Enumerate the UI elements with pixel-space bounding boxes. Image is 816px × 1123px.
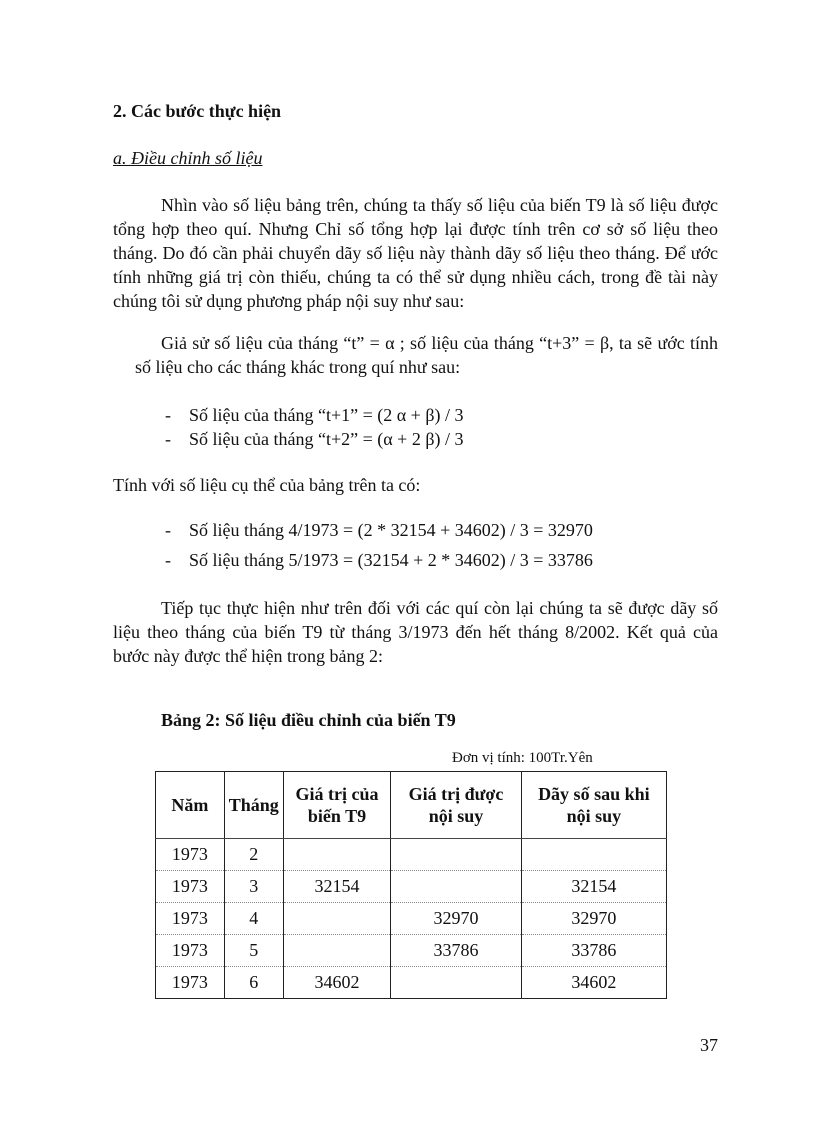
header-value-line2: biến T9 <box>307 806 367 826</box>
cell-value: 34602 <box>283 967 391 999</box>
calculation-list <box>165 515 593 575</box>
paragraph-continuation: Tiếp tục thực hiện như trên đối với các quí còn lại chúng ta sẽ được dãy số liệu theo tháng của biến T9 từ tháng 3/1973 đến hết tháng 8/2002. Kết quả của bước này được thể hiện trong bảng 2: <box>113 598 718 666</box>
calculation-text: Số liệu tháng 4/1973 = (2 * 32154 + 34602) / 3 = 32970 <box>189 520 593 540</box>
cell-series: 32970 <box>521 903 666 935</box>
cell-month: 5 <box>224 935 283 967</box>
table-row <box>156 935 667 967</box>
cell-value <box>283 935 391 967</box>
paragraph-intro: Nhìn vào số liệu bảng trên, chúng ta thấy số liệu của biến T9 là số liệu được tổng hợp theo quí. Nhưng Chỉ số tổng hợp lại được tính trên cơ sở số liệu theo tháng. Do đó cần phải chuyển dãy số liệu này thành dãy số liệu theo tháng. Để ước tính những giá trị còn thiếu, chúng ta có thể sử dụng nhiều cách, trong đề tài này chúng tôi sử dụng phương pháp nội suy như sau: <box>113 195 718 311</box>
paragraph-calculation-intro: Tính với số liệu cụ thể của bảng trên ta có: <box>113 475 421 495</box>
paragraph-assumption: Giả sử số liệu của tháng “t” = α ; số liệu của tháng “t+3” = β, ta sẽ ước tính số liệu cho các tháng khác trong quí như sau: <box>135 333 718 377</box>
list-dash: - <box>165 405 171 425</box>
formula-list <box>165 403 463 451</box>
cell-year: 1973 <box>156 871 225 903</box>
formula-text: Số liệu của tháng “t+1” = (2 α + β) / 3 <box>189 405 464 425</box>
list-dash: - <box>165 429 171 449</box>
cell-interpolated <box>391 967 521 999</box>
header-value <box>283 772 391 839</box>
data-table <box>155 771 667 999</box>
header-value-line1: Giá trị của <box>295 784 379 804</box>
list-dash: - <box>165 520 171 540</box>
cell-year: 1973 <box>156 967 225 999</box>
calculation-text: Số liệu tháng 5/1973 = (32154 + 2 * 34602) / 3 = 33786 <box>189 550 593 570</box>
cell-interpolated <box>391 871 521 903</box>
cell-interpolated: 32970 <box>391 903 521 935</box>
table-row <box>156 839 667 871</box>
header-series <box>521 772 666 839</box>
header-year: Năm <box>156 772 225 839</box>
table-unit: Đơn vị tính: 100Tr.Yên <box>452 750 593 766</box>
header-interpolated <box>391 772 521 839</box>
section-heading: 2. Các bước thực hiện <box>113 101 282 121</box>
cell-interpolated <box>391 839 521 871</box>
header-interpolated-line2: nội suy <box>428 806 484 826</box>
list-item <box>165 403 463 427</box>
list-item <box>165 427 463 451</box>
cell-month: 2 <box>224 839 283 871</box>
header-series-line1: Dãy số sau khi <box>538 784 650 804</box>
cell-interpolated: 33786 <box>391 935 521 967</box>
cell-year: 1973 <box>156 839 225 871</box>
table-header-row <box>156 772 667 839</box>
table-row <box>156 871 667 903</box>
cell-series: 32154 <box>521 871 666 903</box>
table-row <box>156 903 667 935</box>
cell-value <box>283 839 391 871</box>
cell-month: 4 <box>224 903 283 935</box>
table-title: Bảng 2: Số liệu điều chỉnh của biến T9 <box>161 710 456 730</box>
subsection-heading: a. Điều chỉnh số liệu <box>113 148 263 168</box>
page-number: 37 <box>700 1035 718 1055</box>
cell-month: 3 <box>224 871 283 903</box>
cell-series: 33786 <box>521 935 666 967</box>
list-item <box>165 515 593 545</box>
table-row <box>156 967 667 999</box>
cell-month: 6 <box>224 967 283 999</box>
formula-text: Số liệu của tháng “t+2” = (α + 2 β) / 3 <box>189 429 464 449</box>
cell-value: 32154 <box>283 871 391 903</box>
cell-series: 34602 <box>521 967 666 999</box>
list-item <box>165 545 593 575</box>
list-dash: - <box>165 550 171 570</box>
cell-series <box>521 839 666 871</box>
header-series-line2: nội suy <box>566 806 622 826</box>
cell-value <box>283 903 391 935</box>
cell-year: 1973 <box>156 903 225 935</box>
header-month: Tháng <box>224 772 283 839</box>
header-interpolated-line1: Giá trị được <box>408 784 504 804</box>
cell-year: 1973 <box>156 935 225 967</box>
